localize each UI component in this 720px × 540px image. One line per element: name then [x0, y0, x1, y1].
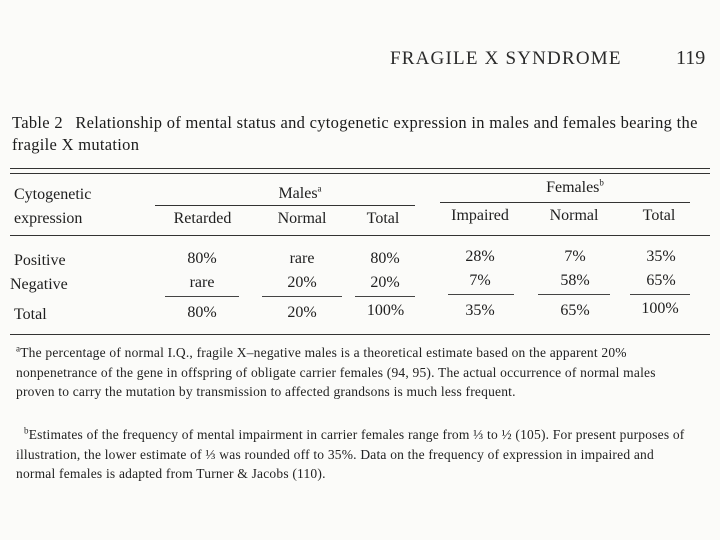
- table-title: Relationship of mental status and cytogenetic expression in males and females bearing the fragile X mutation: [12, 113, 698, 154]
- footnote-b: $^b$Estimates of the frequency of mental impairment in carrier females range from ⅓ to ½ (105). For present purposes of illustration, the lower estimate of ⅓ was rounded off to 35%. Data on the frequency of expression in impaired and normal females is adapted from Turner & Jacobs (110).: [16, 425, 685, 481]
- table-caption: [12, 112, 702, 156]
- footnote-a-marker: a: [16, 343, 21, 354]
- table-cell: 65%: [646, 272, 676, 289]
- females-header: Females$^b$: [546, 177, 604, 196]
- table-bottom-rule: [10, 334, 710, 335]
- table-cell: 80%: [187, 250, 217, 267]
- table-cell: 20%: [370, 274, 400, 291]
- row-label-total: Total: [14, 306, 47, 323]
- sum-underline: [448, 294, 514, 295]
- page-number: 119: [676, 47, 706, 69]
- footnote-b-marker: b: [24, 425, 29, 436]
- table-cell: 65%: [560, 302, 590, 319]
- sum-underline: [262, 296, 342, 297]
- col-header-retarded: Retarded: [173, 210, 232, 227]
- table-cell: 20%: [287, 304, 317, 321]
- table-cell: rare: [289, 250, 315, 267]
- table-cell: 7%: [564, 248, 586, 265]
- table-cell: 35%: [646, 248, 676, 265]
- header-bottom-rule: [10, 235, 710, 236]
- row-label-positive: Positive: [14, 252, 66, 269]
- males-spanner-rule: [155, 205, 415, 206]
- sum-underline: [630, 294, 690, 295]
- stub-header-line2: expression: [14, 210, 83, 227]
- table-cell: 100%: [366, 302, 405, 319]
- males-footnote-marker: a: [317, 183, 322, 194]
- sum-underline: [165, 296, 239, 297]
- females-footnote-marker: b: [599, 177, 604, 188]
- row-label-negative: Negative: [10, 276, 68, 293]
- col-header-female-normal: Normal: [549, 207, 599, 224]
- table-cell: 58%: [560, 272, 590, 289]
- sum-underline: [538, 294, 610, 295]
- table-cell: rare: [189, 274, 215, 291]
- running-head: FRAGILE X SYNDROME: [390, 48, 622, 69]
- sum-underline: [355, 296, 415, 297]
- table-cell: 20%: [287, 274, 317, 291]
- table-cell: 80%: [187, 304, 217, 321]
- footnote-a: $^a$The percentage of normal I.Q., fragile X–negative males is a theoretical estimate based on the apparent 20% nonpenetrance of the gene in offspring of obligate carrier females (94, 95). The actual occurrence of normal males proven to carry the mutation by transmission to affected grandsons is much less frequent.: [16, 343, 656, 399]
- table-top-rule: [10, 168, 710, 169]
- col-header-male-total: Total: [366, 210, 400, 227]
- table-cell: 35%: [465, 302, 495, 319]
- males-header: Males$^a$: [278, 183, 322, 202]
- table-top-rule-2: [10, 173, 710, 174]
- table-cell: 28%: [465, 248, 495, 265]
- col-header-male-normal: Normal: [277, 210, 327, 227]
- table-cell: 80%: [370, 250, 400, 267]
- stub-header-line1: Cytogenetic: [14, 186, 92, 203]
- table-label: Table 2: [12, 113, 63, 132]
- col-header-female-total: Total: [642, 207, 676, 224]
- table-cell: 7%: [469, 272, 491, 289]
- col-header-impaired: Impaired: [451, 207, 509, 224]
- females-spanner-rule: [440, 202, 690, 203]
- table-cell: 100%: [641, 300, 679, 317]
